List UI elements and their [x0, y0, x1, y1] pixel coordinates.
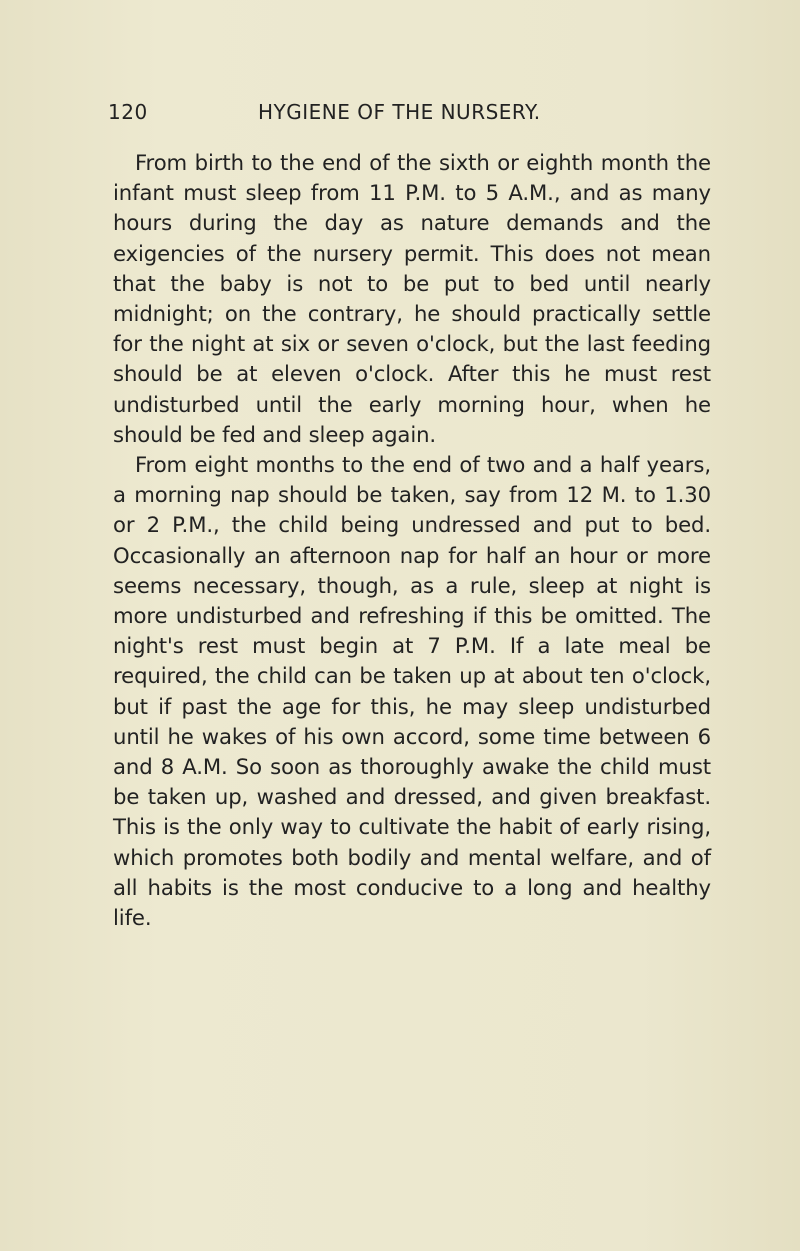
body-text — [113, 148, 711, 933]
running-title: HYGIENE OF THE NURSERY. — [258, 100, 541, 124]
page-number: 120 — [108, 100, 148, 124]
paragraph: From birth to the end of the sixth or eighth month the infant must sleep from 11 P.M. to 5 A.M., and as many hours during the day as nature demands and the exigencies of the nursery permit. This does not mean that the baby is not to be put to bed until nearly midnight; on the contrary, he should practically settle for the night at six or seven o'clock, but the last feeding should be at eleven o'clock. After this he must rest undisturbed until the early morning hour, when he should be fed and sleep again. — [113, 150, 711, 447]
running-head — [108, 100, 710, 130]
paragraph: From eight months to the end of two and a half years, a morning nap should be taken, say from 12 M. to 1.30 or 2 P.M., the child being undressed and put to bed. Occasionally an afternoon nap for half an hour or more seems necessary, though, as a rule, sleep at night is more undisturbed and refreshing if this be omitted. The night's rest must begin at 7 P.M. If a late meal be required, the child can be taken up at about ten o'clock, but if past the age for this, he may sleep undisturbed until he wakes of his own accord, some time between 6 and 8 A.M. So soon as thoroughly awake the child must be taken up, washed and dressed, and given breakfast. This is the only way to cultivate the habit of early rising, which promotes both bodily and mental welfare, and of all habits is the most conducive to a long and healthy life. — [113, 452, 711, 931]
